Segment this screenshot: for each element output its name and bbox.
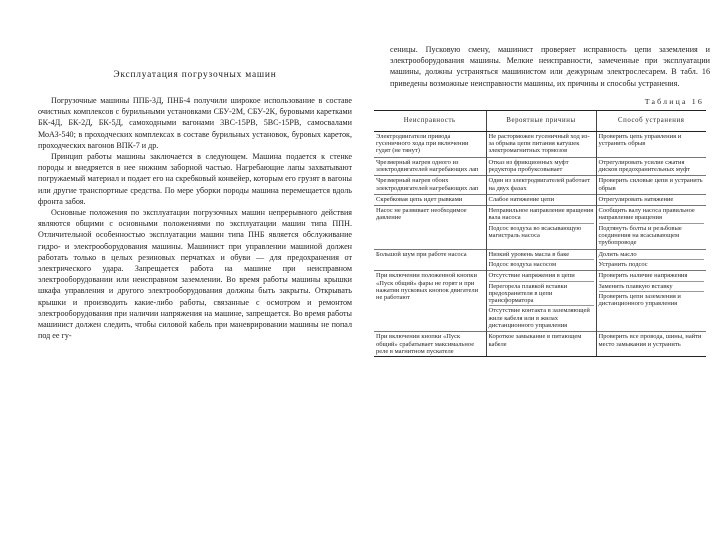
fix-text: Проверить цепи заземления и дистанционного управления [599,291,705,308]
fix-cell [596,157,706,176]
paragraph: Принцип работы машины заключается в следующем. Машина подается к стенке породы и внедряется в нее нижним заборной частью. Нагребающие лапы захватывают погружаемый материал и подает его на скребковый конвейер, которым его грузят в вагоны или другие транспортные средства. По мере уборки породы машина перемещается вдоль фронта забоя. [38,152,352,206]
fault-cell: Электродвигатели привода гусеничного хода при включении гудят (не тянут) [374,131,486,157]
table-row [374,157,706,176]
cause-text: Подсос воздуха во всасывающую магистраль насоса [489,223,594,240]
right-page [362,0,720,540]
table-row [374,206,706,249]
fix-text: Заменить плавкую вставку [599,281,705,290]
table-row [374,131,706,157]
continuation-paragraph: сеницы. Пусковую смену, машинист проверяет исправность цепи заземления и электрооборудования машины. Мелкие неисправности, замеченные при эксплуатации машины, должны устраняться машинистом или дежурным электрослесарем. В табл. 16 приведены возможные неисправности машины, их причины и способы устранения. [390,45,710,88]
cause-text: Короткое замыкание в питающем кабеле [488,333,582,348]
fault-cell: Насос не развивает необходимое давление [374,206,486,249]
fix-text: Проверить наличие напряжения [598,272,688,280]
header-causes: Вероятные причины [486,110,596,131]
cause-text: Неправильное направление вращения вала насоса [488,207,594,222]
cause-text: Не расторможен гусеничный ход из-за обрыва цепи питания катушек электромагнитных тормозов [488,132,590,155]
cause-cell [486,194,596,205]
fix-cell [596,332,706,357]
faults-table [374,110,706,357]
fault-cell: Большой шум при работе насоса [374,249,486,271]
table-row [374,271,706,332]
cause-cell [486,131,596,157]
fix-cell [596,194,706,205]
fix-cell [596,271,706,332]
fix-text: Устранить подсос [599,259,705,268]
cause-text: Отсутствие напряжения в цепи [488,272,575,280]
cause-text: Подсос воздуха насосом [489,259,594,268]
fix-text: Долить масло [598,250,637,258]
header-fault: Неисправность [374,110,486,131]
fix-text: Проверить все провода, шины, найти место замыкания и устранить [598,333,702,348]
table-label: Таблица 16 [644,96,704,106]
fix-text: Проверить силовые цепи и устранить обрыв [598,177,703,192]
fix-text: Отрегулировать усилие сжатия дисков предохранительных муфт [598,158,691,173]
table-row [374,176,706,195]
header-fixes: Способ устранения [596,110,706,131]
table-row [374,249,706,271]
paragraph: Основные положения по эксплуатации погрузочных машин непрерывного действия являются общими с основными положениями по эксплуатации машин типа ППН. Отличительной особенностью эксплуатации машин типа ПНБ является обслуживание гидро- и электрооборудования машины. Машинист при управлении машиной должен работать только в целых резиновых перчатках и обуви — для предохранения от электрического удара. Запрещается работа на машине при неисправном электрооборудовании или неисправном заземлении. Во время работы машины крышки шкафа управления и другого электрооборудования должны быть закрыты. Открывать крышки и производить какие-либо работы, связанные с осмотром и ремонтом электрооборудования при наличии напряжения на машине, запрещается. Во время работы машинист должен следить, чтобы силовой кабель при маневрировании машины не попал под ее гу- [38,208,352,341]
paragraph: Погрузочные машины ППБ-3Д, ПНБ-4 получили широкое использование в составе очистных комплексов с бурильными установками СБУ-2М, СБУ-2К, буровыми каретками БК-4Д, БК-2Д, БК-5Д, самоходными вагонами 3ВС-15РВ, 5ВС-15РВ, самосвалами МоАЗ-540; в проходческих комплексах в составе бурильных установок, буровых кареток, проходческих вагонов ВПК-7 и др. [38,96,352,150]
table-body [374,131,706,356]
cause-cell [486,206,596,249]
cause-cell [486,157,596,176]
cause-text: Низкий уровень масла в баке [488,250,570,258]
fault-cell: Чрезмерный нагрев одного из электродвигателей нагребающих лап [374,157,486,176]
fault-cell: При включении кнопки «Пуск общий» срабатывает максимальное реле в магнитном пускателе [374,332,486,357]
cause-cell [486,249,596,271]
fault-cell: Скребковая цепь идет рывками [374,194,486,205]
cause-text: Отказ из фрикционных муфт редуктора пробуксовывает [488,158,569,173]
fix-text: Подтянуть болты и резьбовые соединения на всасывающем трубопроводе [599,223,705,247]
table-row [374,332,706,357]
table-row [374,194,706,205]
section-heading: Эксплуатация погрузочных машин [113,70,277,80]
cause-cell [486,271,596,332]
cause-cell [486,332,596,357]
cause-text: Отсутствие контакта в заземляющей жиле кабеля или в жилах дистанционного управления [489,305,594,329]
fix-text: Отрегулировать натяжение [598,195,674,203]
fix-cell [596,176,706,195]
fix-text: Проверить цепь управления и устранить обрыв [598,132,682,148]
fix-cell [596,131,706,157]
cause-text: Слабое натяжение цепи [488,195,555,203]
fault-cell: Чрезмерный нагрев обоих электродвигателей нагребающих лап [374,176,486,195]
fix-cell [596,249,706,271]
fault-cell: При включении положенной кнопки «Пуск общий» фары не горят и при нажатии пусковых кнопок двигатели не работают [374,271,486,332]
cause-cell [486,176,596,195]
fix-cell [596,206,706,249]
cause-text: Перегорела плавкой вставки предохранителя в цепи трансформатора [489,281,594,305]
cause-text: Один из электродвигателей работает на двух фазах [488,177,591,192]
fix-text: Сообщить валу насоса правильное направление вращения [598,207,695,222]
table-header-row [374,110,706,131]
